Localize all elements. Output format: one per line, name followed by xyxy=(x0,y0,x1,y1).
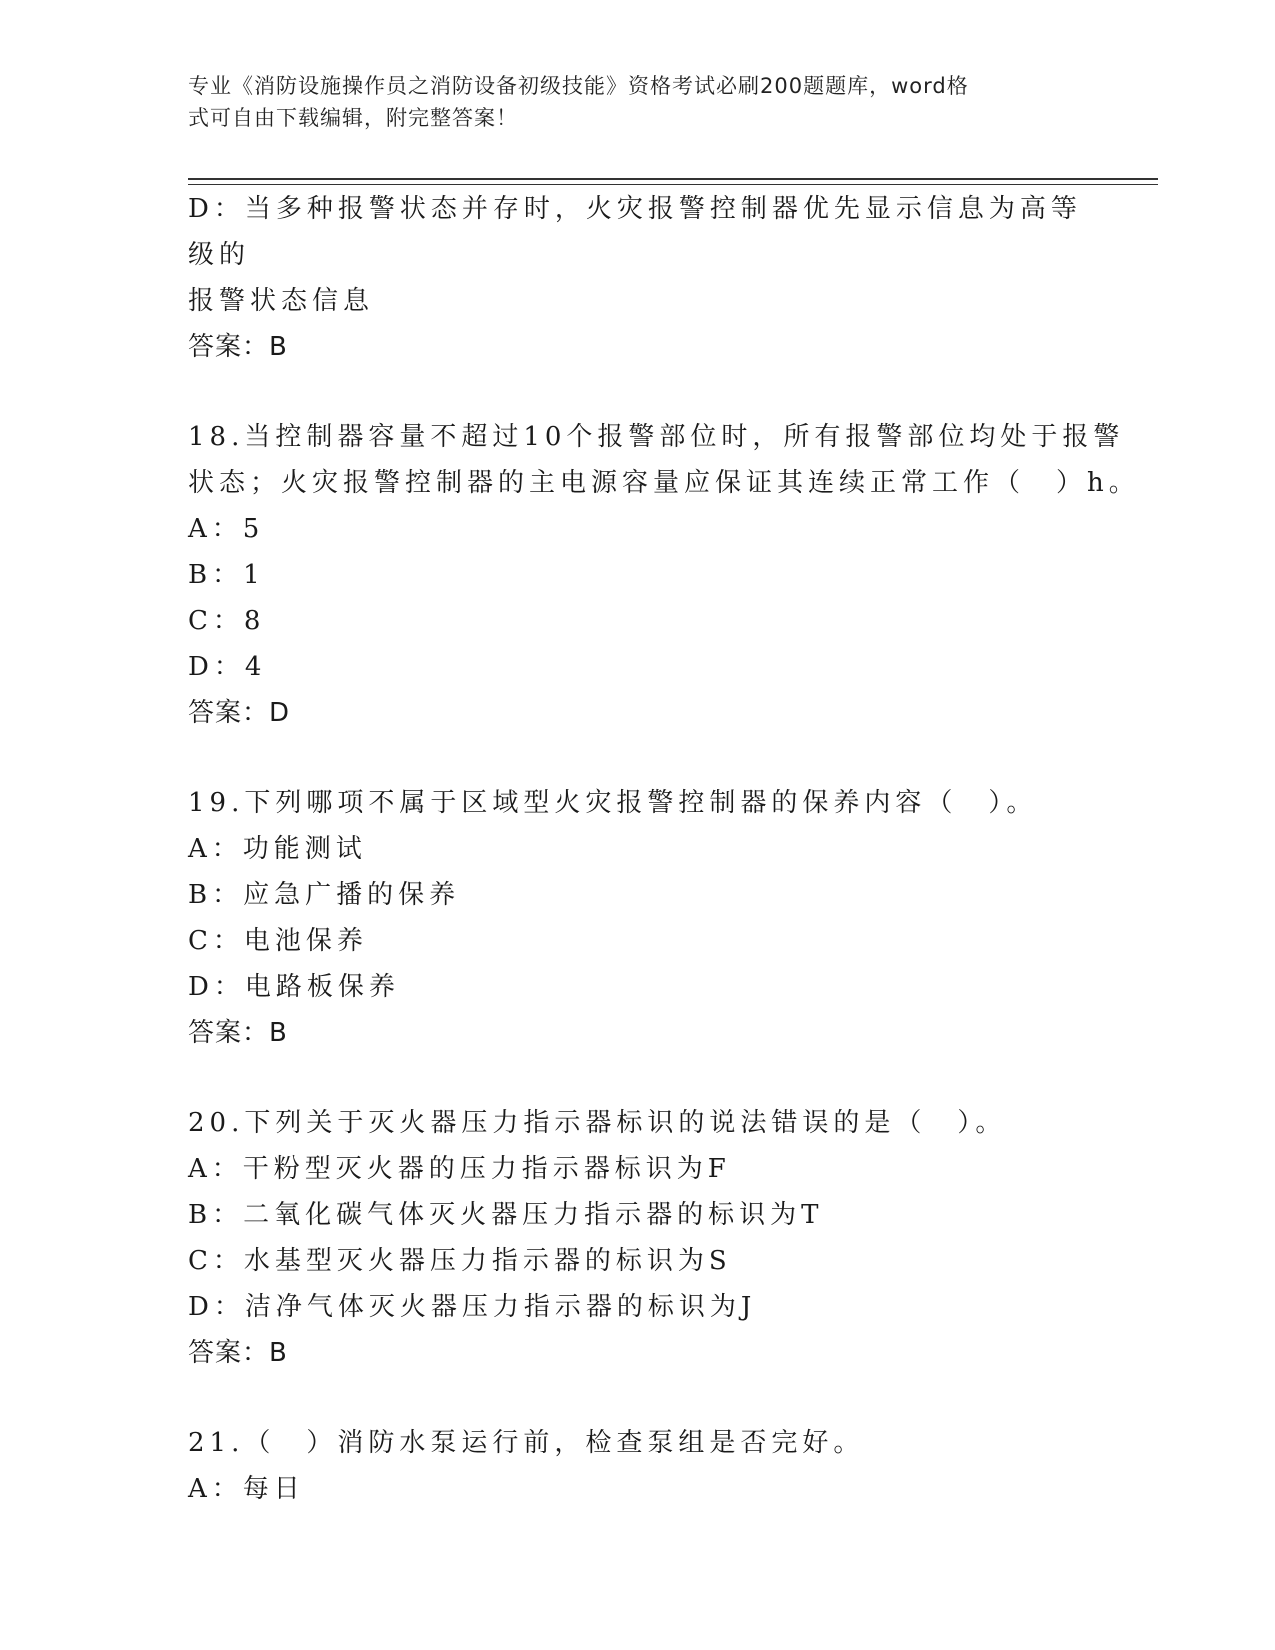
question-stem: 19.下列哪项不属于区域型火灾报警控制器的保养内容（ ）。 xyxy=(188,788,1038,818)
question-21 xyxy=(188,1420,1088,1512)
option-b: B：应急广播的保养 xyxy=(188,880,461,910)
answer-line: 答案：D xyxy=(188,698,291,728)
question-18 xyxy=(188,414,1140,736)
option-a: A：每日 xyxy=(188,1474,305,1504)
option-d: D：电路板保养 xyxy=(188,972,400,1002)
option-d: D：4 xyxy=(188,652,267,682)
answer-line: 答案：B xyxy=(188,332,288,362)
question-list xyxy=(188,186,1140,1512)
question-stem: 21.（ ）消防水泵运行前，检查泵组是否完好。 xyxy=(188,1428,865,1458)
option-b: B：1 xyxy=(188,560,265,590)
carryover-block xyxy=(188,186,1088,370)
question-19 xyxy=(188,780,1088,1056)
option-line: D：当多种报警状态并存时，火灾报警控制器优先显示信息为高等级的 xyxy=(188,194,1082,270)
question-stem: 状态；火灾报警控制器的主电源容量应保证其连续正常工作（ ）h。 xyxy=(188,468,1140,498)
header-divider-thin xyxy=(188,184,1158,185)
option-a: A：干粉型灭火器的压力指示器标识为F xyxy=(188,1154,731,1184)
document-header xyxy=(188,70,1078,134)
option-c: C：电池保养 xyxy=(188,926,368,956)
option-c: C：水基型灭火器压力指示器的标识为S xyxy=(188,1246,732,1276)
option-b: B：二氧化碳气体灭火器压力指示器的标识为T xyxy=(188,1200,824,1230)
header-divider-thick xyxy=(188,178,1158,180)
header-line-1: 专业《消防设施操作员之消防设备初级技能》资格考试必刷200题题库，word格 xyxy=(188,74,969,98)
option-a: A：5 xyxy=(188,514,265,544)
answer-line: 答案：B xyxy=(188,1018,288,1048)
answer-line: 答案：B xyxy=(188,1338,288,1368)
question-20 xyxy=(188,1100,1088,1376)
option-c: C：8 xyxy=(188,606,266,636)
header-line-2: 式可自由下载编辑，附完整答案！ xyxy=(188,106,518,130)
option-a: A：功能测试 xyxy=(188,834,367,864)
option-d: D：洁净气体灭火器压力指示器的标识为J xyxy=(188,1292,757,1322)
option-line: 报警状态信息 xyxy=(188,286,375,316)
question-stem: 18.当控制器容量不超过10个报警部位时，所有报警部位均处于报警 xyxy=(188,422,1125,452)
question-stem: 20.下列关于灭火器压力指示器标识的说法错误的是（ ）。 xyxy=(188,1108,1007,1138)
